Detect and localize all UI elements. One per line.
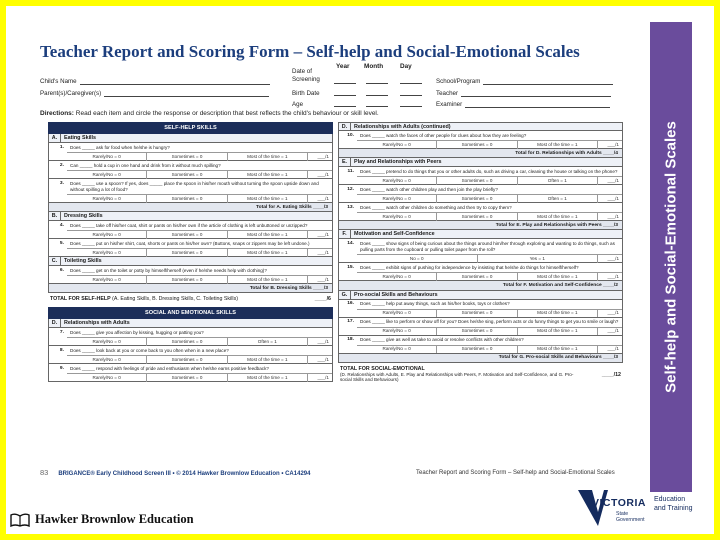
form-title: Teacher Report and Scoring Form – Self-help and Social-Emotional Scales (40, 42, 580, 61)
parents-field: Parent(s)/Caregiver(s) (40, 90, 269, 97)
motivation-header: F. Motivation and Self-Confidence (338, 230, 623, 239)
document-footer-left (40, 468, 310, 477)
item-3: 3. Does _____ use a spoon? If yes, does _____ place the spoon in his/her mouth without turning the spoon upside down and without spilling a lot of food? Rarely/No = 0 Sometimes = 0 Most of the time = 1 ___/1 (48, 179, 333, 203)
option-no[interactable]: No = 0 (357, 255, 478, 263)
open-book-icon (10, 513, 30, 527)
option-sometimes[interactable]: Sometimes = 0 (147, 276, 227, 284)
option-most[interactable]: Most of the time = 1 (518, 273, 598, 281)
option-rarely[interactable]: Rarely/No = 0 (67, 276, 147, 284)
play-peers-header: E. Play and Relationships with Peers (338, 158, 623, 167)
item-2: 2. Can _____ hold a cup in one hand and drink from it without much spilling? Rarely/No = 0 Sometimes = 0 Most of the time = 1 ___/1 (48, 161, 333, 179)
option-rarely[interactable]: Rarely/No = 0 (67, 171, 147, 179)
age-day-blank (400, 101, 422, 107)
eating-skills-header: A. Eating Skills (48, 134, 333, 143)
social-emotional-skills-header: SOCIAL AND EMOTIONAL SKILLS (48, 307, 333, 319)
option-sometimes[interactable]: Sometimes = 0 (147, 231, 227, 239)
examiner-field: Examiner (436, 101, 610, 108)
item-15: 15. Does _____ exhibit signs of pushing for independence by insisting that he/she do things for himself/herself? Rarely/No = 0 Sometimes = 0 Most of the time = 1 ___/1 (338, 263, 623, 281)
option-sometimes[interactable]: Sometimes = 0 (437, 327, 517, 335)
victoria-logo (576, 488, 693, 530)
self-help-skills-header: SELF-HELP SKILLS (48, 122, 333, 134)
sidebar-band (650, 22, 692, 492)
date-of-screening-label: Date of Screening (292, 68, 320, 83)
option-most[interactable]: Most of the time = 1 (228, 356, 308, 364)
total-eating-skills: Total for A. Eating Skills ____/3 (48, 203, 333, 212)
option-most[interactable]: Most of the time = 1 (228, 195, 308, 203)
option-most[interactable]: Most of the time = 1 (518, 327, 598, 335)
option-rarely[interactable]: Rarely/No = 0 (357, 309, 437, 317)
option-sometimes[interactable]: Sometimes = 0 (147, 195, 227, 203)
publisher-name: Hawker Brownlow Education (35, 512, 194, 526)
option-rarely[interactable]: Rarely/No = 0 (67, 249, 147, 257)
option-sometimes[interactable]: Sometimes = 0 (437, 141, 517, 149)
option-sometimes[interactable]: Sometimes = 0 (147, 249, 227, 257)
total-motivation: Total for F. Motivation and Self-Confidence ____/2 (338, 281, 623, 290)
item-18: 18. Does _____ give as well as take to avoid or resolve conflicts with other children? Rarely/No = 0 Sometimes = 0 Most of the time = 1 ___/1 (338, 336, 623, 354)
year-label: Year (336, 63, 350, 70)
option-rarely[interactable]: Rarely/No = 0 (357, 213, 437, 221)
option-sometimes[interactable]: Sometimes = 0 (437, 309, 517, 317)
total-self-help: TOTAL FOR SELF-HELP (A. Eating Skills, B. Dressing Skills, C. Toileting Skills) ____/6 (50, 296, 331, 303)
option-most[interactable]: Most of the time = 1 (228, 231, 308, 239)
option-most[interactable]: Most of the time = 1 (228, 276, 308, 284)
option-sometimes[interactable]: Sometimes = 0 (147, 153, 227, 161)
item-4: 4. Does _____ take off his/her coat, shirt or pants on his/her own if the article of clothing is left unbuttoned or unzipped? Rarely/No = 0 Sometimes = 0 Most of the time = 1 ___/1 (48, 221, 333, 239)
option-sometimes[interactable]: Sometimes = 0 (147, 338, 227, 346)
item-14: 14. Does _____ show signs of being curious about the things around him/her through exploring and wanting to do things, such as pulling parts from the cupboard or pulling toilet paper from the roll? No = 0 Yes = 1 ___/1 (338, 239, 623, 263)
birth-day-blank (400, 90, 422, 96)
option-rarely[interactable]: Rarely/No = 0 (67, 356, 147, 364)
option-sometimes[interactable]: Sometimes = 0 (147, 374, 227, 382)
item-12: 12. Does _____ watch other children play and then join the play briefly? Rarely/No = 0 Sometimes = 0 Often = 1 ___/1 (338, 185, 623, 203)
childs-name-field: Child's Name (40, 78, 270, 85)
document-footer-right: Teacher Report and Scoring Form – Self-help and Social-Emotional Scales (416, 470, 615, 476)
total-play-peers: Total for E. Play and Relationships with Peers ____/3 (338, 221, 623, 230)
victoria-wordmark: VICTORIA (592, 497, 646, 509)
option-sometimes[interactable]: Sometimes = 0 (147, 171, 227, 179)
publisher-logo (10, 512, 194, 527)
victoria-v-icon (576, 488, 646, 530)
total-relationships-adults: Total for D. Relationships with Adults ____/4 (338, 149, 623, 158)
age-label: Age (292, 101, 304, 108)
sidebar-title: Self-help and Social-Emotional Scales (662, 121, 680, 393)
option-rarely[interactable]: Rarely/No = 0 (67, 195, 147, 203)
screening-day-blank (400, 78, 422, 84)
education-training-label: Education and Training (654, 496, 693, 512)
option-sometimes[interactable]: Sometimes = 0 (437, 177, 517, 185)
option-most[interactable]: Most of the time = 1 (228, 153, 308, 161)
option-rarely[interactable]: Rarely/No = 0 (357, 141, 437, 149)
option-often[interactable]: Often = 1 (518, 195, 598, 203)
month-label: Month (364, 63, 384, 70)
item-9: 9. Does _____ respond with feelings of pride and enthusiasm when he/she earns positive feedback? Rarely/No = 0 Sometimes = 0 Most of the time = 1 ___/1 (48, 364, 333, 382)
option-rarely[interactable]: Rarely/No = 0 (357, 327, 437, 335)
option-rarely[interactable]: Rarely/No = 0 (67, 374, 147, 382)
option-often[interactable]: Often = 1 (228, 338, 308, 346)
option-rarely[interactable]: Rarely/No = 0 (357, 195, 437, 203)
item-8: 8. Does _____ look back at you or come back to you often when in a new place? Rarely/No = 0 Sometimes = 0 Most of the time = 1 ___/1 (48, 346, 333, 364)
option-most[interactable]: Most of the time = 1 (518, 345, 598, 353)
total-prosocial: Total for G. Pro-social Skills and Behaviours ____/3 (338, 354, 623, 363)
dressing-skills-header: B. Dressing Skills (48, 212, 333, 221)
age-year-blank (334, 101, 356, 107)
option-most[interactable]: Most of the time = 1 (228, 171, 308, 179)
scoring-form-document (38, 40, 624, 484)
option-most[interactable]: Most of the time = 1 (518, 309, 598, 317)
page-number: 83 (40, 468, 49, 477)
directions: Directions: Read each item and circle the response or description that best reflects the child's behaviour or skill level. (40, 110, 379, 117)
item-6: 6. Does _____ get on the toilet or potty by himself/herself (even if he/she needs help with clothing)? Rarely/No = 0 Sometimes = 0 Most of the time = 1 ___/1 (48, 266, 333, 284)
option-rarely[interactable]: Rarely/No = 0 (67, 338, 147, 346)
birth-month-blank (366, 90, 388, 96)
state-government-label: State Government (616, 511, 645, 523)
relationships-adults-continued-header: D. Relationships with Adults (continued) (338, 122, 623, 131)
option-rarely[interactable]: Rarely/No = 0 (357, 345, 437, 353)
option-rarely[interactable]: Rarely/No = 0 (67, 153, 147, 161)
prosocial-header: G. Pro-social Skills and Behaviours (338, 291, 623, 300)
school-field: School/Program (436, 78, 613, 85)
option-most[interactable]: Most of the time = 1 (518, 213, 598, 221)
item-7: 7. Does _____ give you affection by kissing, hugging or patting you? Rarely/No = 0 Sometimes = 0 Often = 1 ___/1 (48, 328, 333, 346)
item-10: 10. Does _____ watch the faces of other people for clues about how they are feeling? Rarely/No = 0 Sometimes = 0 Most of the time = 1 ___/1 (338, 131, 623, 149)
option-sometimes[interactable]: Sometimes = 0 (437, 273, 517, 281)
relationships-adults-header: D. Relationships with Adults (48, 319, 333, 328)
screening-year-blank (334, 78, 356, 84)
total-social-emotional: TOTAL FOR SOCIAL-EMOTIONAL (D. Relationships with Adults, E. Play and Relationships with Peers, F. Motivation and Self-Confidence, and G. Pro-social Skills and Behaviours) ____/12 (340, 365, 621, 383)
brigance-credit: BRIGANCE® Early Childhood Screen III • © 2014 Hawker Brownlow Education • CA14294 (58, 471, 311, 477)
option-sometimes[interactable]: Sometimes = 0 (437, 195, 517, 203)
option-often[interactable]: Often = 1 (518, 177, 598, 185)
option-rarely[interactable]: Rarely/No = 0 (357, 273, 437, 281)
total-dressing-skills: Total for B. Dressing Skills ____/3 (48, 284, 333, 293)
left-column (48, 122, 333, 382)
option-sometimes[interactable]: Sometimes = 0 (437, 213, 517, 221)
option-most[interactable]: Most of the time = 1 (518, 141, 598, 149)
option-sometimes[interactable]: Sometimes = 0 (437, 345, 517, 353)
birth-year-blank (334, 90, 356, 96)
toileting-skills-header: C. Toileting Skills (48, 257, 333, 266)
item-16: 16. Does _____ help put away things, such as his/her books, toys or clothes? Rarely/No = 0 Sometimes = 0 Most of the time = 1 ___/1 (338, 300, 623, 318)
option-sometimes[interactable]: Sometimes = 0 (147, 356, 227, 364)
option-rarely[interactable]: Rarely/No = 0 (357, 177, 437, 185)
item-17: 17. Does _____ like to perform or show off for you? Does he/she sing, perform acts or do funny things to get you to smile or laugh? Rarely/No = 0 Sometimes = 0 Most of the time = 1 ___/1 (338, 318, 623, 336)
slide (6, 6, 714, 534)
day-label: Day (400, 63, 412, 70)
teacher-field: Teacher (436, 90, 611, 97)
option-yes[interactable]: Yes = 1 (478, 255, 599, 263)
option-most[interactable]: Most of the time = 1 (228, 374, 308, 382)
item-5: 5. Does _____ put on his/her shirt, coat, shorts or pants on his/her own? (Buttons, snaps or zippers may be left undone.) Rarely/No = 0 Sometimes = 0 Most of the time = 1 ___/1 (48, 239, 333, 257)
item-13: 13. Does _____ watch other children do something and then try to copy them? Rarely/No = 0 Sometimes = 0 Most of the time = 1 ___/1 (338, 203, 623, 221)
item-11: 11. Does _____ pretend to do things that you or other adults do, such as driving a car, cleaning the house or talking on the phone? Rarely/No = 0 Sometimes = 0 Often = 1 ___/1 (338, 167, 623, 185)
option-most[interactable]: Most of the time = 1 (228, 249, 308, 257)
right-column (338, 122, 623, 385)
age-month-blank (366, 101, 388, 107)
screening-month-blank (366, 78, 388, 84)
option-rarely[interactable]: Rarely/No = 0 (67, 231, 147, 239)
birth-date-label: Birth Date (292, 90, 320, 97)
item-1: 1. Does _____ ask for food when he/she is hungry? Rarely/No = 0 Sometimes = 0 Most of the time = 1 ___/1 (48, 143, 333, 161)
